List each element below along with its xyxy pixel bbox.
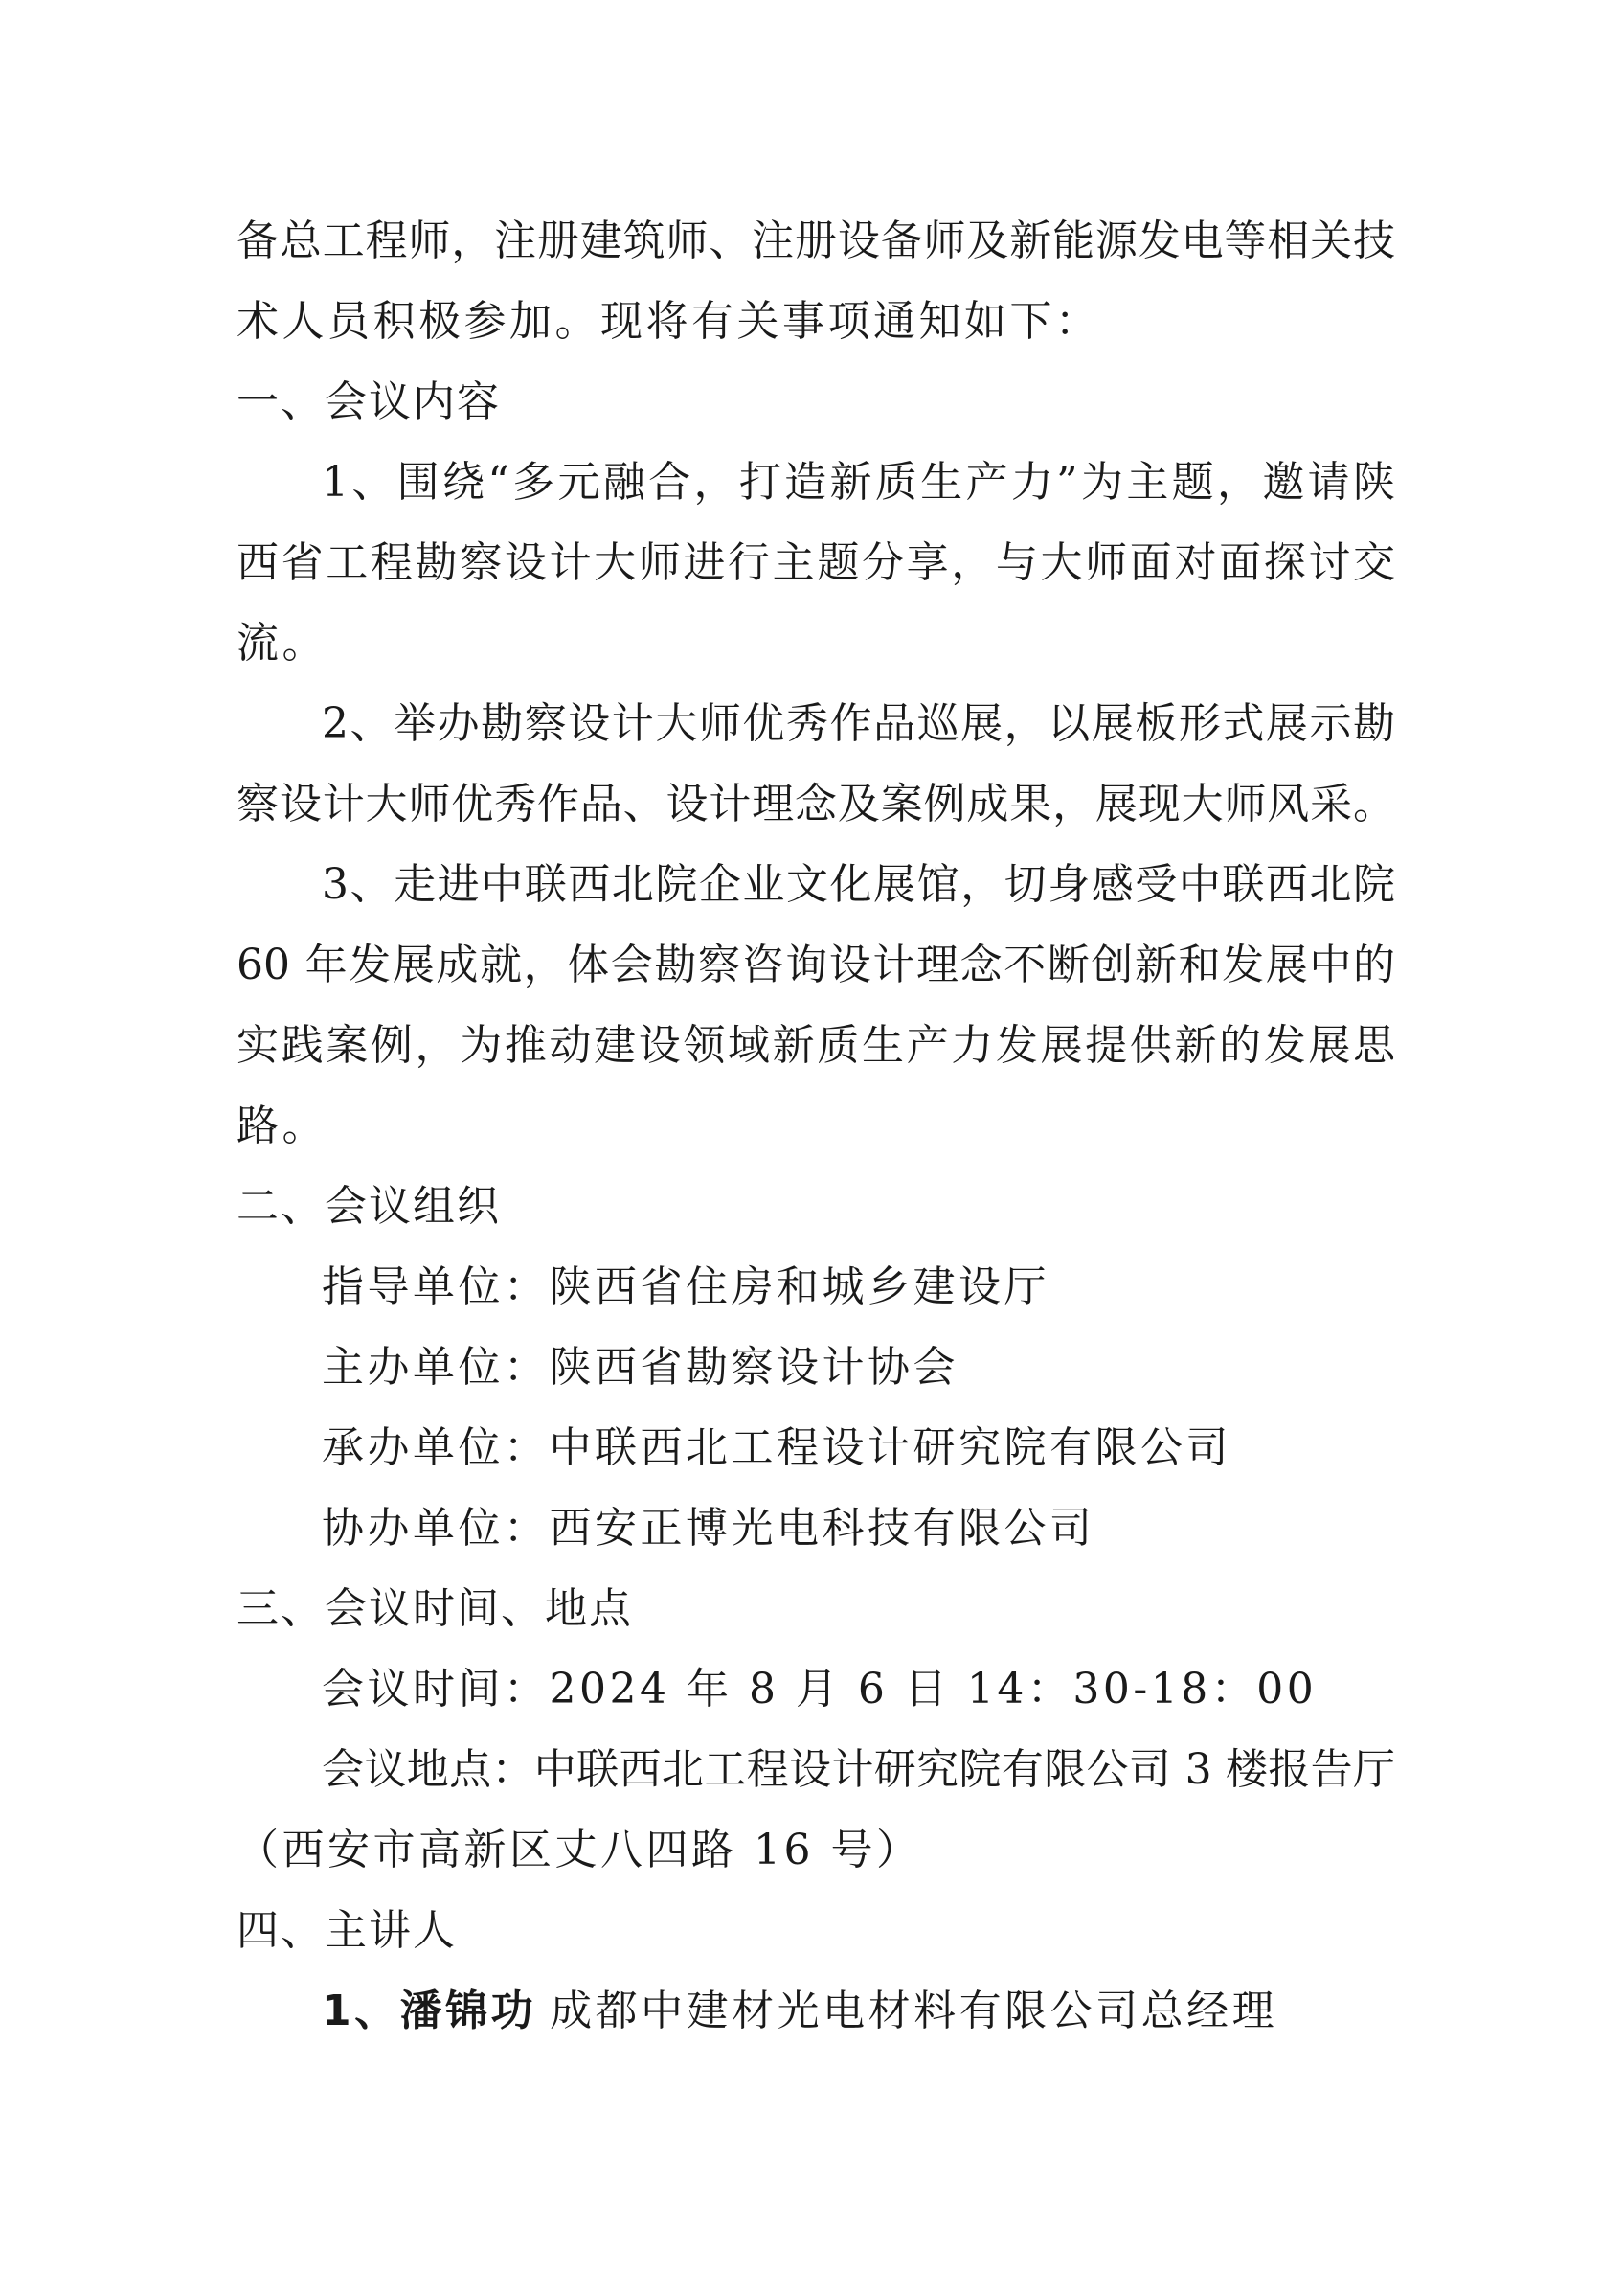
section-heading-content: 一、会议内容 [237, 377, 501, 426]
content-item-3-line-1: 3、走进中联西北院企业文化展馆，切身感受中联西北院 [322, 860, 1395, 909]
content-item-1-line-1: 1、围绕“多元融合，打造新质生产力”为主题，邀请陕 [322, 458, 1395, 507]
section-heading-time-place: 三、会议时间、地点 [237, 1584, 633, 1633]
content-item-3-line-3: 实践案例，为推动建设领域新质生产力发展提供新的发展思 [237, 1021, 1395, 1070]
speaker-1 [322, 1983, 1395, 2040]
section-heading-speakers: 四、主讲人 [237, 1906, 457, 1955]
section-heading-organization: 二、会议组织 [237, 1182, 501, 1231]
content-item-3-line-4: 路。 [237, 1102, 327, 1150]
meeting-time: 会议时间：2024 年 8 月 6 日 14：30-18：00 [322, 1665, 1318, 1714]
meeting-place-line-1: 会议地点：中联西北工程设计研究院有限公司 3 楼报告厅 [322, 1745, 1395, 1794]
content-item-1-line-3: 流。 [237, 619, 327, 668]
content-item-1-line-2: 西省工程勘察设计大师进行主题分享，与大师面对面探讨交 [237, 538, 1395, 587]
content-item-2-line-1: 2、举办勘察设计大师优秀作品巡展，以展板形式展示勘 [322, 699, 1395, 748]
content-item-3-line-2: 60 年发展成就，体会勘察咨询设计理念不断创新和发展中的 [237, 941, 1395, 989]
intro-line-1: 备总工程师，注册建筑师、注册设备师及新能源发电等相关技 [237, 216, 1395, 265]
content-item-2-line-2: 察设计大师优秀作品、设计理念及案例成果，展现大师风采。 [237, 780, 1395, 829]
coorganizer-unit: 协办单位：西安正博光电科技有限公司 [322, 1504, 1095, 1553]
intro-line-2: 术人员积极参加。现将有关事项通知如下： [237, 297, 1101, 346]
speaker-1-title: 成都中建材光电材料有限公司总经理 [550, 1987, 1278, 2035]
speaker-1-name: 1、潘锦功 [322, 1987, 537, 2035]
meeting-place-line-2: （西安市高新区丈八四路 16 号） [237, 1826, 922, 1874]
organizer-unit: 承办单位：中联西北工程设计研究院有限公司 [322, 1423, 1231, 1472]
host-unit: 主办单位：陕西省勘察设计协会 [322, 1343, 959, 1392]
guide-unit: 指导单位：陕西省住房和城乡建设厅 [322, 1262, 1049, 1311]
